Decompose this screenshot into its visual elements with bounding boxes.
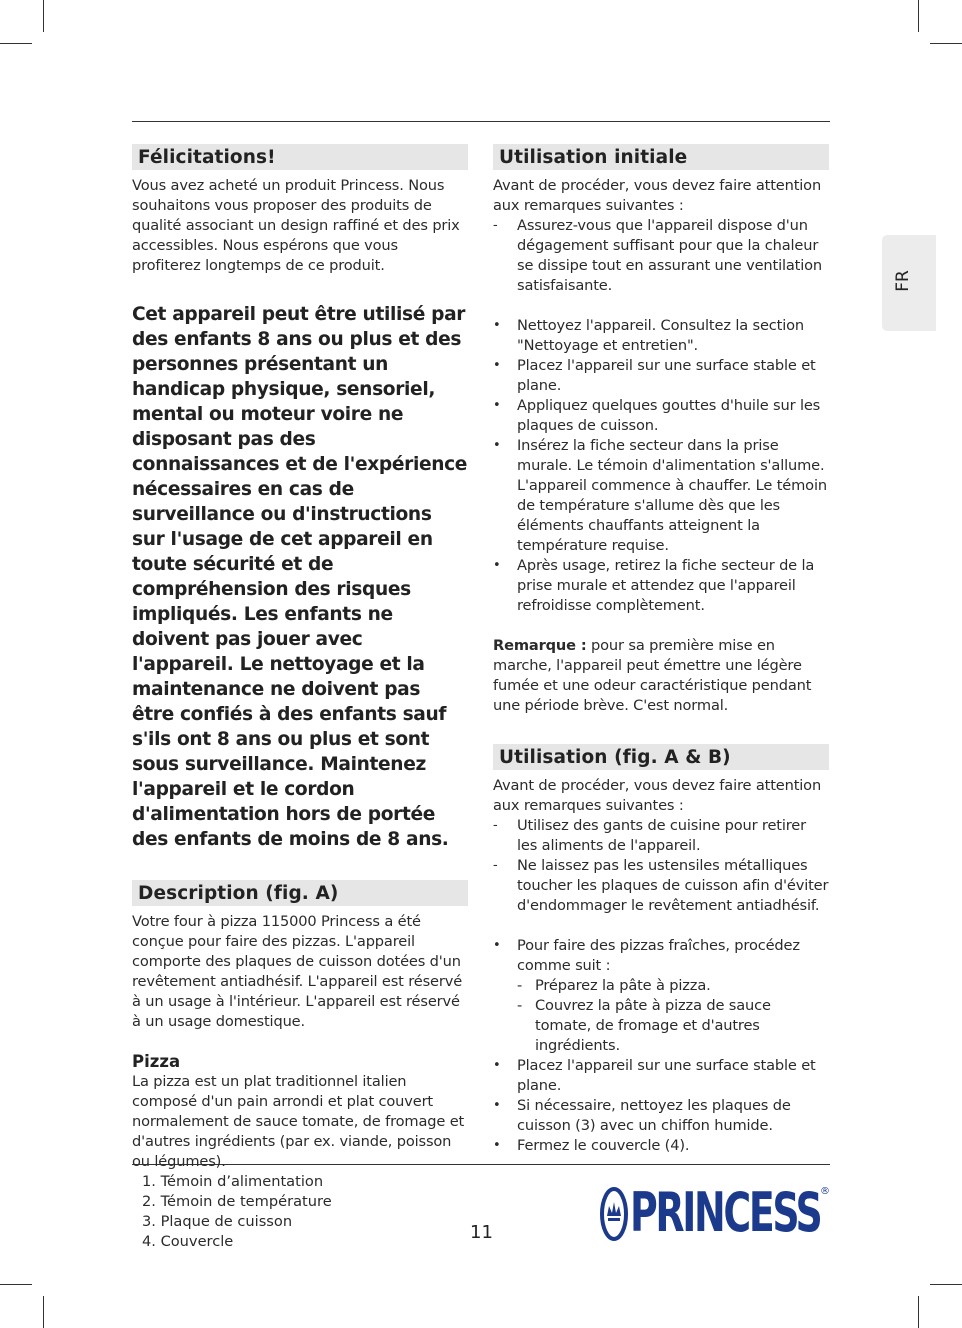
list-item-text: Fermez le couvercle (4).: [517, 1137, 690, 1154]
list-item: [493, 1056, 829, 1096]
pizza-substeps: [517, 976, 829, 1056]
pizza-heading: Pizza: [132, 1052, 181, 1071]
substep-item: [517, 996, 829, 1056]
section-title-description: Description (fig. A): [132, 880, 468, 906]
crop-mark: [43, 1296, 44, 1328]
language-tab: [882, 235, 936, 331]
list-item: [493, 1096, 829, 1136]
substep-text: Couvrez la pâte à pizza de sauce tomate, de fromage et d'autres ingrédients.: [535, 997, 771, 1054]
list-item-text: Ne laissez pas les ustensiles métalliques toucher les plaques de cuisson afin d'éviter d'endommager le revêtement antiadhésif.: [517, 857, 829, 914]
list-item-text: Si nécessaire, nettoyez les plaques de cuisson (3) avec un chiffon humide.: [517, 1097, 791, 1134]
crop-mark: [930, 1284, 962, 1285]
utilisation-dash-list: [493, 816, 829, 916]
list-item-text: Insérez la fiche secteur dans la prise murale. Le témoin d'alimentation s'allume. L'appareil commence à chauffer. Le témoin de température s'allume dès que les éléments chauffants atteignent la température requise.: [517, 437, 827, 554]
list-item: [493, 816, 829, 856]
crop-mark: [43, 0, 44, 32]
initiale-dash-list: [493, 216, 829, 296]
top-rule: [132, 121, 830, 122]
safety-warning: Cet appareil peut être utilisé par des enfants 8 ans ou plus et des personnes présentant un handicap physique, sensoriel, mental ou moteur voire ne disposant pas des connaissances et de l'expérience nécessaires en cas de surveillance ou d'instructions sur l'usage de cet appareil en toute sécurité et de compréhension des risques impliqués. Les enfants ne doivent pas jouer avec l'appareil. Le nettoyage et la maintenance ne doivent pas être confiés à des enfants sauf s'ils ont 8 ans ou plus et sont sous surveillance. Maintenez l'appareil et le cordon d'alimentation hors de portée des enfants de moins de 8 ans.: [132, 304, 468, 850]
dash-marker: -: [493, 218, 498, 233]
dash-marker: -: [493, 858, 498, 873]
crown-emblem-icon: [600, 1186, 630, 1244]
list-item: [493, 316, 829, 356]
crop-mark: [918, 0, 919, 32]
parts-list-item: 3. Plaque de cuisson: [142, 1213, 293, 1230]
list-item-text: Nettoyez l'appareil. Consultez la section "Nettoyage et entretien".: [517, 317, 805, 354]
princess-logo: [600, 1181, 832, 1244]
crop-mark: [0, 43, 32, 44]
substep-item: [517, 976, 829, 996]
list-item-text: Utilisez des gants de cuisine pour retirer les aliments de l'appareil.: [517, 817, 806, 854]
initiale-bullet-list: [493, 316, 829, 616]
list-item: [493, 436, 829, 556]
remark-text: pour sa première mise en marche, l'appareil peut émettre une légère fumée et une odeur caractéristique pendant une période brève. C'est normal.: [493, 637, 812, 714]
list-item: [493, 396, 829, 436]
list-item: [493, 936, 829, 1056]
list-item-text: Appliquez quelques gouttes d'huile sur les plaques de cuisson.: [517, 397, 821, 434]
pizza-body: La pizza est un plat traditionnel italien composé d'un pain arrondi et plat couvert normalement de sauce tomate, de fromage et d'autres ingrédients (par ex. viande, poisson ou légumes).: [132, 1073, 465, 1170]
dash-marker: -: [517, 977, 523, 994]
description-body: Votre four à pizza 115000 Princess a été conçue pour faire des pizzas. L'appareil comporte des plaques de cuisson dotées d'un revêtement antiadhésif. L'appareil est réservé à un usage à l'intérieur. L'appareil est réservé à un usage domestique.: [132, 913, 463, 1030]
initiale-intro: Avant de procéder, vous devez faire attention aux remarques suivantes :: [493, 177, 822, 214]
bullet-marker: •: [493, 938, 501, 953]
utilisation-intro: Avant de procéder, vous devez faire attention aux remarques suivantes :: [493, 777, 822, 814]
list-item-text: Après usage, retirez la fiche secteur de la prise murale et attendez que l'appareil refroidisse complètement.: [517, 557, 815, 614]
list-item-text: Placez l'appareil sur une surface stable et plane.: [517, 357, 816, 394]
dash-marker: -: [517, 997, 523, 1014]
right-column: [493, 144, 829, 1156]
substep-text: Préparez la pâte à pizza.: [535, 977, 711, 994]
crop-mark: [0, 1284, 32, 1285]
dash-marker: -: [493, 818, 498, 833]
section-title-felicitations: Félicitations!: [132, 144, 468, 170]
parts-list-item: 1. Témoin d’alimentation: [142, 1173, 324, 1190]
bullet-marker: •: [493, 358, 501, 373]
utilisation-bullet-list: [493, 936, 829, 1156]
bullet-marker: •: [493, 1058, 501, 1073]
list-item: [493, 216, 829, 296]
bullet-marker: •: [493, 1098, 501, 1113]
bullet-marker: •: [493, 398, 501, 413]
remark-label: Remarque :: [493, 637, 587, 654]
crop-mark: [918, 1296, 919, 1328]
list-item-text: Pour faire des pizzas fraîches, procédez comme suit :: [517, 937, 800, 974]
left-column: [132, 144, 468, 1252]
bullet-marker: •: [493, 558, 501, 573]
section-title-utilisation-initiale: Utilisation initiale: [493, 144, 829, 170]
section-title-utilisation: Utilisation (fig. A & B): [493, 744, 829, 770]
parts-list-item: 2. Témoin de température: [142, 1193, 332, 1210]
page-number: 11: [470, 1222, 493, 1243]
crop-mark: [930, 43, 962, 44]
list-item: [493, 556, 829, 616]
bullet-marker: •: [493, 1138, 501, 1153]
list-item: [493, 856, 829, 916]
parts-list: [132, 1172, 468, 1252]
parts-list-item: 4. Couvercle: [142, 1233, 234, 1250]
list-item-text: Assurez-vous que l'appareil dispose d'un dégagement suffisant pour que la chaleur se dissipe tout en assurant une ventilation satisfaisante.: [517, 217, 823, 294]
list-item: [493, 356, 829, 396]
registered-mark: ®: [820, 1186, 830, 1197]
brand-wordmark: PRINCESS: [630, 1181, 821, 1244]
remark: [493, 636, 829, 716]
bullet-marker: •: [493, 438, 501, 453]
bullet-marker: •: [493, 318, 501, 333]
list-item-text: Placez l'appareil sur une surface stable et plane.: [517, 1057, 816, 1094]
list-item: [493, 1136, 829, 1156]
felicitations-body: Vous avez acheté un produit Princess. Nous souhaitons vous proposer des produits de qualité associant un design raffiné et des prix accessibles. Nous espérons que vous profiterez longtemps de ce produit.: [132, 177, 460, 274]
language-tab-label: FR: [893, 270, 913, 292]
